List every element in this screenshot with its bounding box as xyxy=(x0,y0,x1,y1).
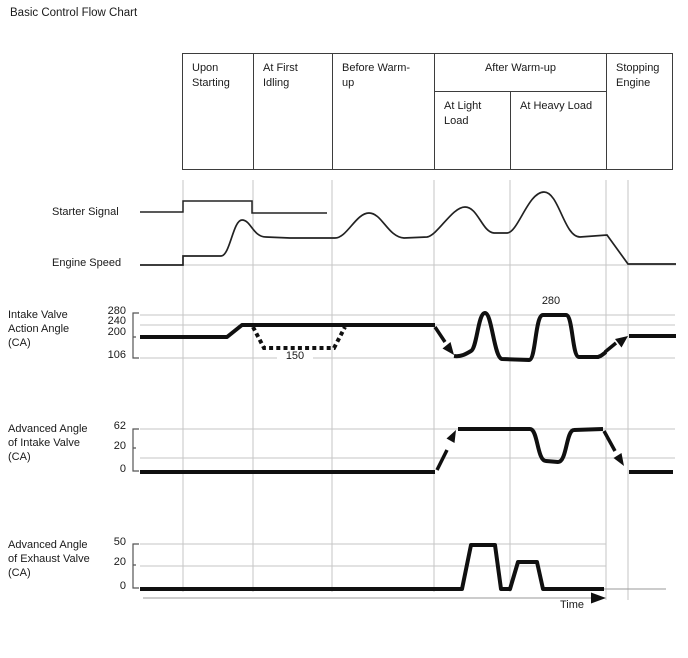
adv-exhaust-tick-20: 20 xyxy=(113,556,126,568)
phase-at-first-idling: At First Idling xyxy=(254,54,333,170)
time-axis-label: Time xyxy=(559,599,584,611)
transition-arrow-shafts xyxy=(435,327,616,470)
dotted-value-annotation: 150 xyxy=(277,351,313,362)
advanced-intake-label: Advanced Angle of Intake Valve (CA) xyxy=(8,423,88,463)
starter-signal-waveform xyxy=(140,201,327,213)
phase-upon-starting: Upon Starting xyxy=(183,54,254,170)
intake-action-angle-waveform xyxy=(140,313,676,360)
page-title: Basic Control Flow Chart xyxy=(10,7,138,19)
phase-at-heavy-load: At Heavy Load xyxy=(511,92,607,170)
intake-tick-240: 240 xyxy=(107,315,126,327)
adv-intake-tick-62: 62 xyxy=(113,420,126,432)
engine-speed-label: Engine Speed xyxy=(52,257,122,269)
advanced-exhaust-label: Advanced Angle of Exhaust Valve (CA) xyxy=(8,539,90,579)
starter-signal-label: Starter Signal xyxy=(52,206,119,218)
phase-at-light-load: At Light Load xyxy=(435,92,511,170)
adv-exhaust-tick-0: 0 xyxy=(119,580,126,592)
intake-tick-106: 106 xyxy=(107,349,126,361)
vertical-gridlines xyxy=(183,180,628,600)
peak-value-annotation: 280 xyxy=(533,296,569,307)
adv-exhaust-tick-50: 50 xyxy=(113,536,126,548)
adv-intake-tick-20: 20 xyxy=(113,440,126,452)
phase-stopping-engine: Stopping Engine xyxy=(607,54,673,170)
horizontal-gridlines xyxy=(140,265,676,566)
phase-before-warmup: Before Warm-up xyxy=(333,54,435,170)
phase-after-warmup: After Warm-up xyxy=(435,54,607,92)
adv-intake-tick-0: 0 xyxy=(119,463,126,475)
intake-tick-200: 200 xyxy=(107,326,126,338)
intake-action-angle-label: Intake Valve Action Angle (CA) xyxy=(8,309,70,349)
intake-action-angle-dotted-waveform xyxy=(253,327,345,348)
intake-tick-280: 280 xyxy=(107,305,126,317)
engine-speed-waveform xyxy=(140,192,676,265)
axis-brackets xyxy=(133,313,139,588)
advanced-intake-waveform xyxy=(140,429,673,472)
advanced-exhaust-waveform xyxy=(140,545,604,589)
